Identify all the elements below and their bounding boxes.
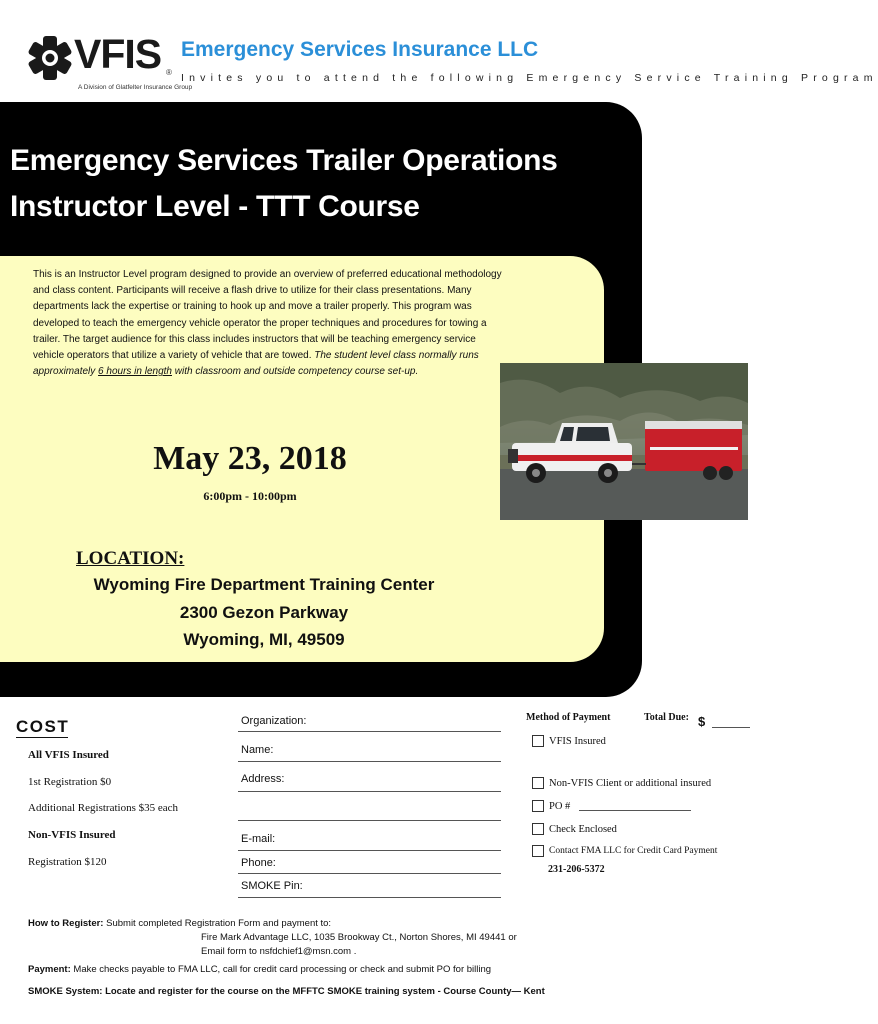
invite-tagline: Invites you to attend the following Emergency Service Training Program [181,72,878,84]
credit-card-option: Contact FMA LLC for Credit Card Payment [549,846,718,856]
nonvfis-registration-price: Registration $120 [28,856,107,868]
organization-label: Organization: [241,715,307,727]
email-instructions: Email form to nsfdchief1@msn.com . [201,946,357,957]
address-field-line2[interactable] [238,820,501,821]
how-to-register-text: Submit completed Registration Form and payment to: [106,918,332,929]
po-option: PO # [549,801,571,812]
fma-phone-number: 231-206-5372 [548,864,605,875]
payment-instructions [28,964,491,975]
course-title-line2: Instructor Level - TTT Course [10,190,420,223]
mailing-address: Fire Mark Advantage LLC, 1035 Brookway Ct., Norton Shores, MI 49441 or [201,932,517,943]
location-street: 2300 Gezon Parkway [179,603,349,622]
address-field[interactable] [238,791,501,792]
po-checkbox[interactable] [532,800,544,812]
payment-method-heading: Method of Payment [526,712,611,723]
smoke-system-instructions: SMOKE System: Locate and register for the course on the MFFTC SMOKE training system - Course County— Kent [28,986,545,997]
logo-wordmark: VFIS [74,31,162,77]
company-name: Emergency Services Insurance LLC [181,38,539,61]
email-label: E-mail: [241,833,276,845]
how-to-register [28,918,331,929]
check-enclosed-checkbox[interactable] [532,823,544,835]
vfis-insured-option: VFIS Insured [549,736,606,747]
first-registration-price: 1st Registration $0 [28,776,112,788]
payment-instructions-text: Make checks payable to FMA LLC, call for credit card processing or check and submit PO for billing [73,964,492,975]
description-duration: 6 hours in length [98,366,172,378]
phone-label: Phone: [241,857,276,869]
cost-underline [16,737,68,738]
location-venue: Wyoming Fire Department Training Center [93,575,435,594]
nonvfis-insured-heading: Non-VFIS Insured [28,829,116,841]
nonvfis-option: Non-VFIS Client or additional insured [549,778,712,789]
total-due-currency: $ [698,714,706,729]
address-label: Address: [241,773,285,785]
check-enclosed-option: Check Enclosed [549,824,617,835]
vfis-insured-heading: All VFIS Insured [28,749,109,761]
payment-instructions-label: Payment: [28,964,71,975]
registered-mark: ® [166,68,172,77]
description-italic-prefix: The student level class normally runs approximately [33,350,479,378]
event-time: 6:00pm - 10:00pm [203,489,297,503]
name-field[interactable] [238,761,501,762]
description-main: This is an Instructor Level program designed to provide an overview of preferred educational methodology and class content. Participants will receive a flash drive to utilize for their class presentations. Many departments lack the expertise or training to hook up and move a trailer properly. This program was developed to teach the emergency vehicle operator the proper techniques and procedures for towing a trailer. The target audience for this class includes instructors that will be teaching emergency service vehicle operators that utilize a variety of vehicle that are towed. [33,269,502,362]
smoke-pin-label: SMOKE Pin: [241,880,303,892]
organization-field[interactable] [238,731,501,732]
email-field[interactable] [238,850,501,851]
total-due-field[interactable] [712,727,750,728]
truck-trailer-photo [500,363,748,520]
name-label: Name: [241,744,274,756]
logo-subtitle: A Division of Glatfelter Insurance Group [78,84,193,91]
credit-card-checkbox[interactable] [532,845,544,857]
course-title-line1: Emergency Services Trailer Operations [10,144,558,177]
cost-heading: COST [16,717,70,736]
po-number-field[interactable] [579,810,691,811]
additional-registration-price: Additional Registrations $35 each [28,802,178,814]
how-to-register-label: How to Register: [28,918,104,929]
location-city: Wyoming, MI, 49509 [183,630,345,649]
nonvfis-checkbox[interactable] [532,777,544,789]
description-italic-suffix: with classroom and outside competency course set-up. [174,366,419,378]
phone-field[interactable] [238,873,501,874]
total-due-label: Total Due: [644,712,689,723]
vfis-insured-checkbox[interactable] [532,735,544,747]
smoke-pin-field[interactable] [238,897,501,898]
location-label: LOCATION: [76,548,185,569]
event-date: May 23, 2018 [153,440,347,477]
course-description [33,267,508,380]
